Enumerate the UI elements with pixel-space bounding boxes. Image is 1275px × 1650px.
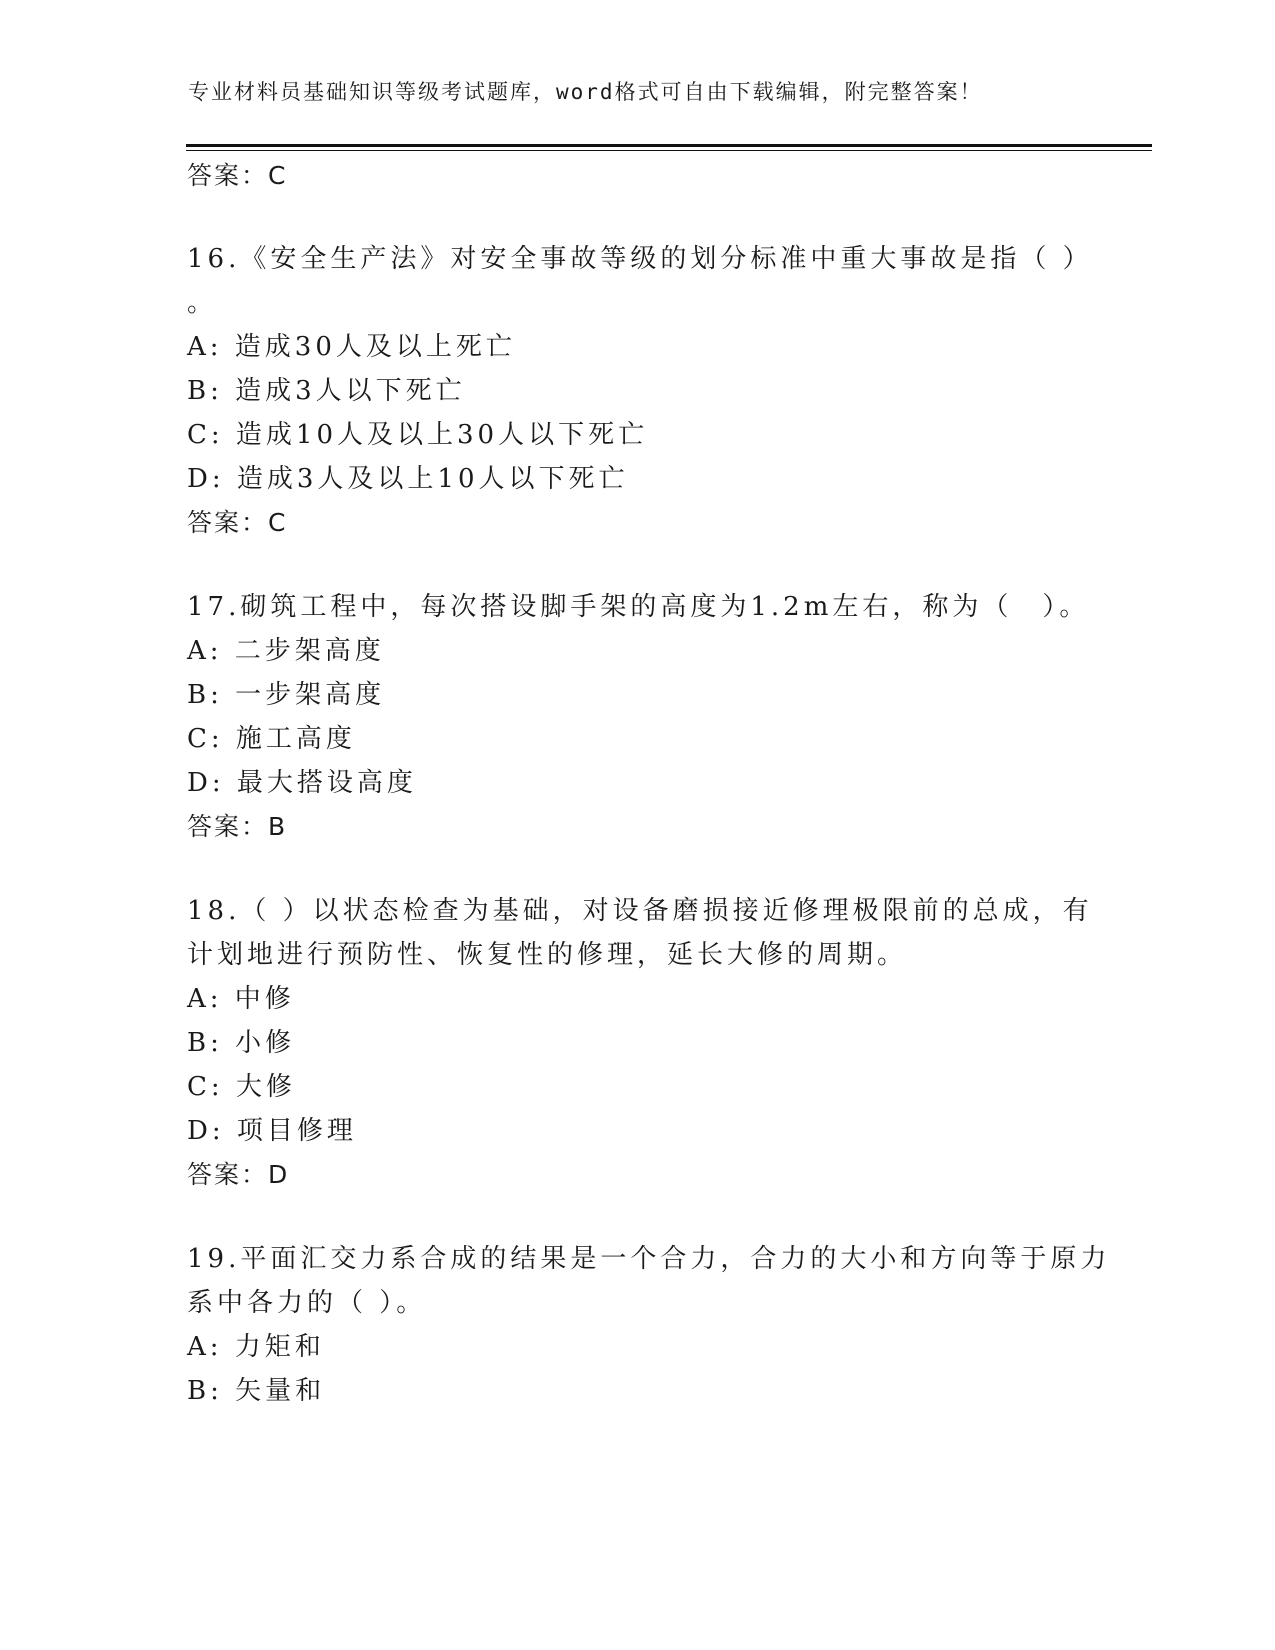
question-18-option-c: C: 大修 xyxy=(187,1072,296,1102)
question-18-line-1: 18.（ ）以状态检查为基础，对设备磨损接近修理极限前的总成，有 xyxy=(187,896,1093,926)
question-18-option-a: A: 中修 xyxy=(187,984,295,1014)
answer-prev: 答案：C xyxy=(187,161,288,190)
question-19-line-1: 19.平面汇交力系合成的结果是一个合力，合力的大小和方向等于原力 xyxy=(187,1244,1111,1274)
question-16-answer: 答案：C xyxy=(187,508,288,537)
question-17-option-d: D: 最大搭设高度 xyxy=(187,768,417,798)
header-rule-thin xyxy=(186,150,1152,151)
question-16-line-1: 16.《安全生产法》对安全事故等级的划分标准中重大事故是指（ ） xyxy=(187,244,1093,274)
question-19-option-a: A: 力矩和 xyxy=(187,1332,325,1362)
question-17-option-c: C: 施工高度 xyxy=(187,724,356,754)
question-17-answer: 答案：B xyxy=(187,812,288,841)
question-19-line-2: 系中各力的（ ）。 xyxy=(187,1288,427,1318)
header-rule-thick xyxy=(186,144,1152,147)
question-16-option-c: C: 造成10人及以上30人以下死亡 xyxy=(187,420,649,450)
question-17-option-b: B: 一步架高度 xyxy=(187,680,386,710)
question-16-option-d: D: 造成3人及以上10人以下死亡 xyxy=(187,464,629,494)
question-19-option-b: B: 矢量和 xyxy=(187,1376,326,1406)
question-17-option-a: A: 二步架高度 xyxy=(187,636,385,666)
question-18-line-2: 计划地进行预防性、恢复性的修理，延长大修的周期。 xyxy=(187,940,908,970)
question-17-line-1: 17.砌筑工程中，每次搭设脚手架的高度为1.2m左右，称为（ ）。 xyxy=(187,592,1090,622)
page-header: 专业材料员基础知识等级考试题库，word格式可自由下载编辑，附完整答案！ xyxy=(188,80,983,104)
question-16-option-a: A: 造成30人及以上死亡 xyxy=(187,332,516,362)
question-18-option-b: B: 小修 xyxy=(187,1028,296,1058)
question-16-line-2: 。 xyxy=(187,288,218,318)
question-18-option-d: D: 项目修理 xyxy=(187,1116,357,1146)
question-18-answer: 答案：D xyxy=(187,1160,290,1189)
question-16-option-b: B: 造成3人以下死亡 xyxy=(187,376,466,406)
